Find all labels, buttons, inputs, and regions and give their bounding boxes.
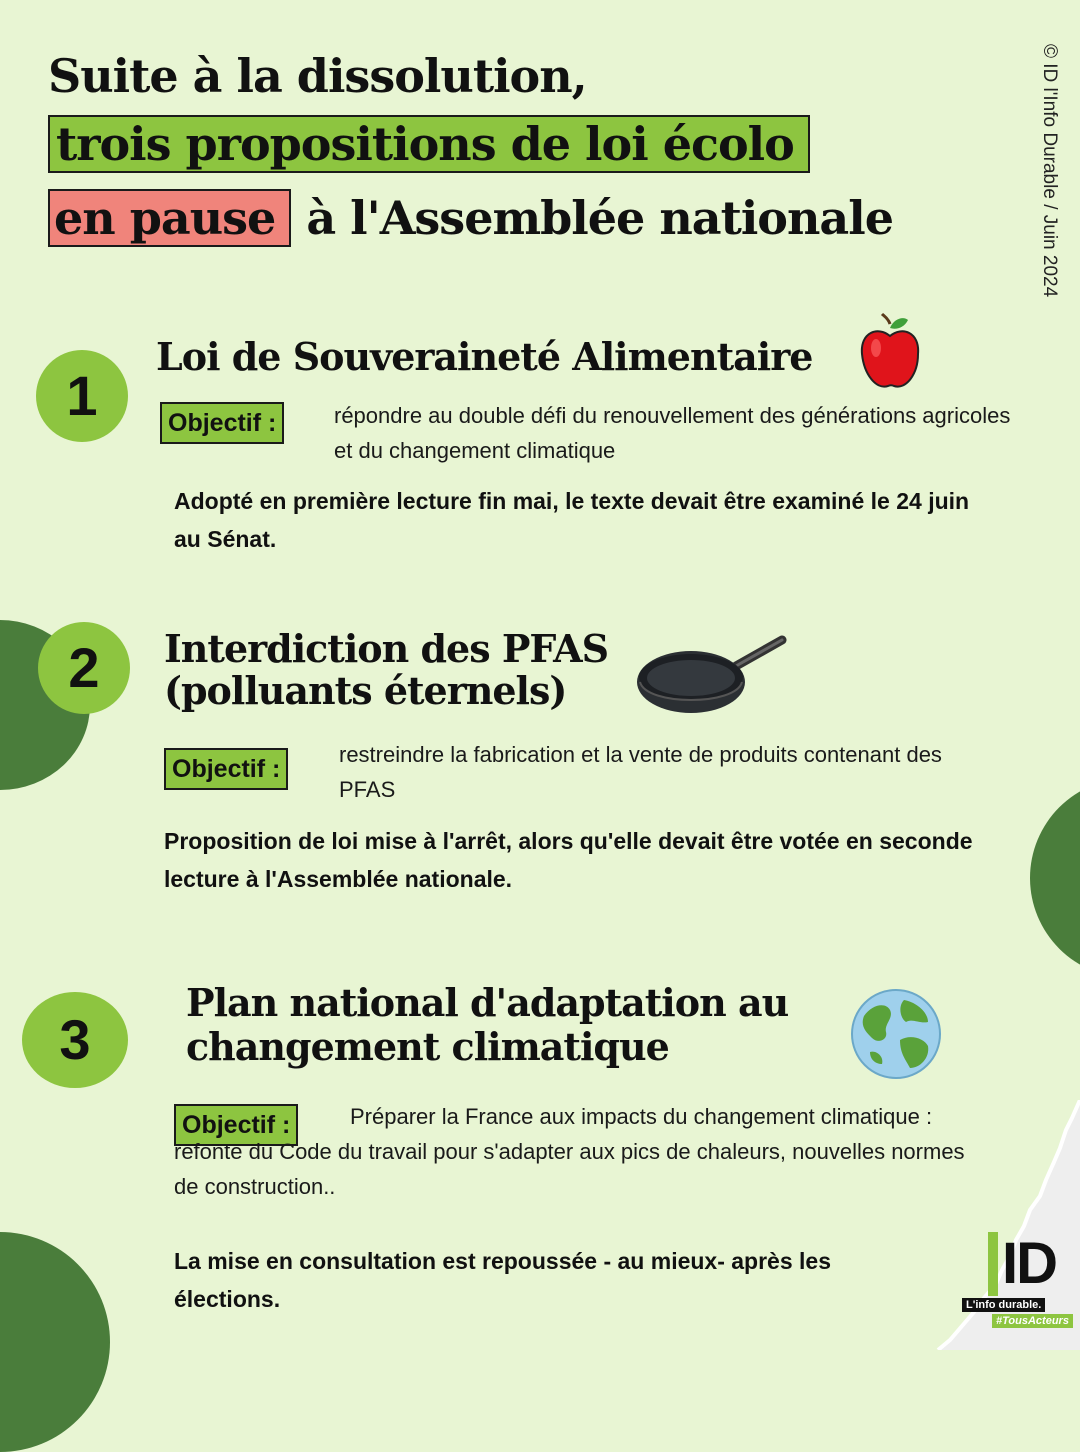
- item-1-status: Adopté en première lecture fin mai, le texte devait être examiné le 24 juin au Sénat.: [174, 488, 970, 552]
- brand-logo-tagline: L'info durable.: [962, 1298, 1045, 1312]
- item-1-number: 1: [36, 350, 128, 442]
- title-line-3-rest: à l'Assemblée nationale: [306, 191, 893, 245]
- credit-text: © ID l'Info Durable / Juin 2024: [1039, 44, 1060, 298]
- item-3-objective-label: Objectif :: [174, 1104, 298, 1146]
- brand-logo: [962, 1232, 1070, 1332]
- title-highlight-red: en pause: [48, 189, 291, 247]
- title-line-1: Suite à la dissolution,: [48, 49, 587, 103]
- item-2-objective-text: restreindre la fabrication et la vente de produits contenant des PFAS: [339, 742, 942, 802]
- item-1-objective-text: répondre au double défi du renouvellement des générations agricoles et du changement climatique: [334, 403, 1011, 463]
- item-2-heading-line-1: Interdiction des PFAS: [164, 626, 609, 671]
- credit-vertical: [1026, 44, 1060, 374]
- item-3-heading-line-2: changement climatique: [186, 1024, 669, 1069]
- brand-logo-hashtag: #TousActeurs: [992, 1314, 1073, 1328]
- item-1-heading: Loi de Souveraineté Alimentaire: [156, 334, 813, 379]
- item-2-objective-label: Objectif :: [164, 748, 288, 790]
- item-3-objective-text: Préparer la France aux impacts du changement climatique : refonte du Code du travail pour s'adapter aux pics de chaleurs, nouvelles normes de construction..: [174, 1104, 965, 1199]
- frying-pan-icon: [636, 634, 788, 716]
- apple-icon: [858, 312, 922, 392]
- item-2-number: 2: [38, 622, 130, 714]
- decorative-circle-right: [1030, 778, 1080, 978]
- decorative-circle-bottom-left: [0, 1232, 110, 1452]
- item-3-heading-line-1: Plan national d'adaptation au: [186, 980, 789, 1025]
- brand-logo-mark: ID: [988, 1232, 1056, 1296]
- item-3-number: 3: [22, 992, 128, 1088]
- earth-globe-icon: [850, 988, 942, 1080]
- item-1-objective-label: Objectif :: [160, 402, 284, 444]
- item-2-heading-line-2: (polluants éternels): [164, 668, 567, 713]
- title-highlight-green: trois propositions de loi écolo: [48, 115, 810, 173]
- item-3-status: La mise en consultation est repoussée - au mieux- après les élections.: [174, 1248, 832, 1312]
- item-2-status: Proposition de loi mise à l'arrêt, alors qu'elle devait être votée en seconde lecture à l'Assemblée nationale.: [164, 828, 973, 892]
